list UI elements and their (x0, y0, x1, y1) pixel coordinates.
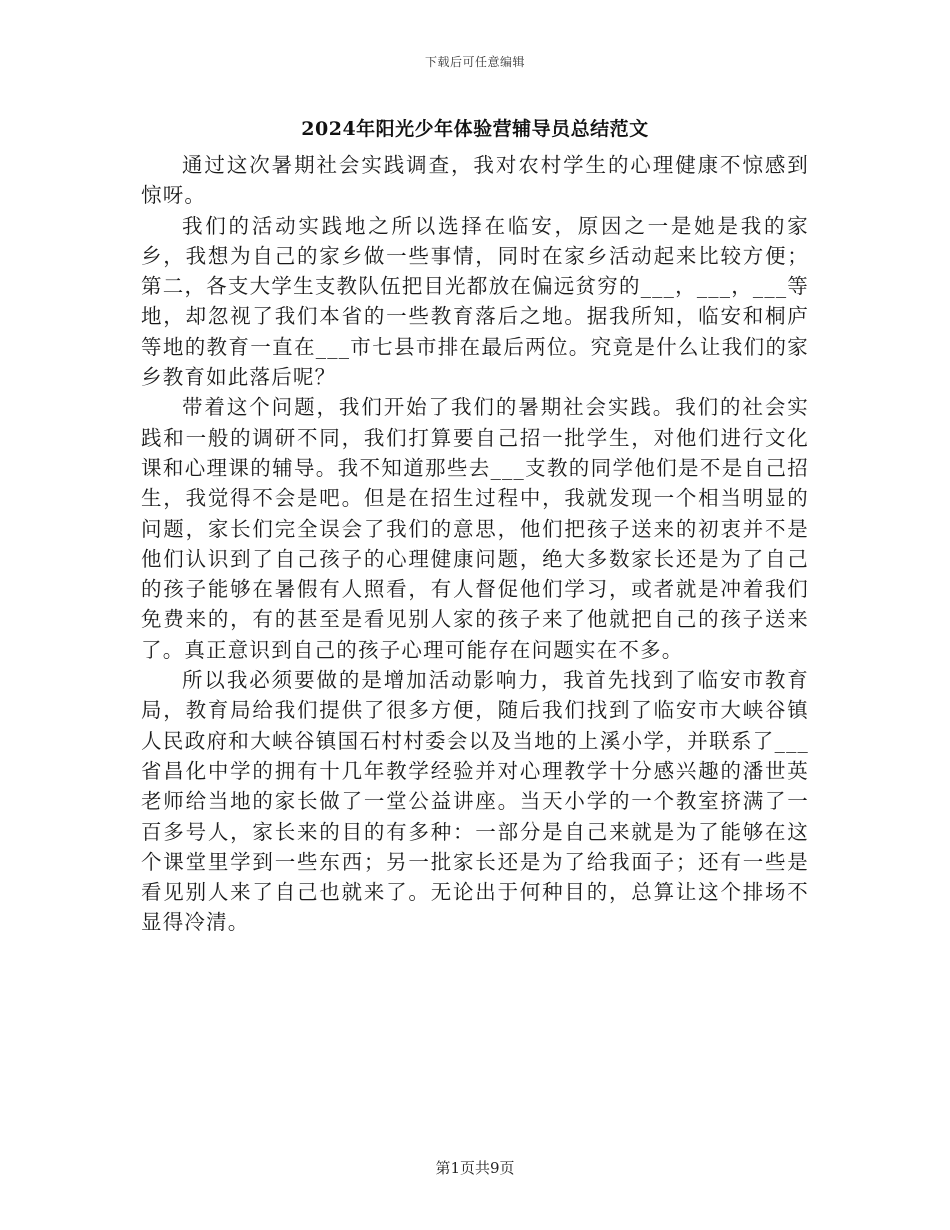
paragraph-1: 通过这次暑期社会实践调查，我对农村学生的心理健康不惊感到惊呀。 (141, 153, 809, 208)
document-title: 2024年阳光少年体验营辅导员总结范文 (301, 118, 649, 140)
paragraph-3: 带着这个问题，我们开始了我们的暑期社会实践。我们的社会实践和一般的调研不同，我们打算要自己招一批学生，对他们进行文化课和心理课的辅导。我不知道那些去___支教的同学他们是不是自己招生，我觉得不会是吧。但是在招生过程中，我就发现一个相当明显的问题，家长们完全误会了我们的意思，他们把孩子送来的初衷并不是他们认识到了自己孩子的心理健康问题，绝大多数家长还是为了自己的孩子能够在暑假有人照看，有人督促他们学习，或者就是冲着我们免费来的，有的甚至是看见别人家的孩子来了他就把自己的孩子送来了。真正意识到自己的孩子心理可能存在问题实在不多。 (141, 395, 809, 662)
document-body (141, 150, 809, 938)
header-note: 下载后可任意编辑 (424, 55, 525, 69)
page-indicator: 第1页共9页 (435, 1159, 515, 1177)
paragraph-4: 所以我必须要做的是增加活动影响力，我首先找到了临安市教育局，教育局给我们提供了很多方便，随后我们找到了临安市大峡谷镇人民政府和大峡谷镇国石村村委会以及当地的上溪小学，并联系了___省昌化中学的拥有十几年教学经验并对心理教学十分感兴趣的潘世英老师给当地的家长做了一堂公益讲座。当天小学的一个教室挤满了一百多号人，家长来的目的有多种：一部分是自己来就是为了能够在这个课堂里学到一些东西；另一批家长还是为了给我面子；还有一些是看见别人来了自己也就来了。无论出于何种目的，总算让这个排场不显得冷清。 (141, 668, 809, 935)
paragraph-2: 我们的活动实践地之所以选择在临安，原因之一是她是我的家乡，我想为自己的家乡做一些事情，同时在家乡活动起来比较方便；第二，各支大学生支教队伍把目光都放在偏远贫穷的___，___，___等地，却忽视了我们本省的一些教育落后之地。据我所知，临安和桐庐等地的教育一直在___市七县市排在最后两位。究竟是什么让我们的家乡教育如此落后呢？ (141, 213, 809, 390)
